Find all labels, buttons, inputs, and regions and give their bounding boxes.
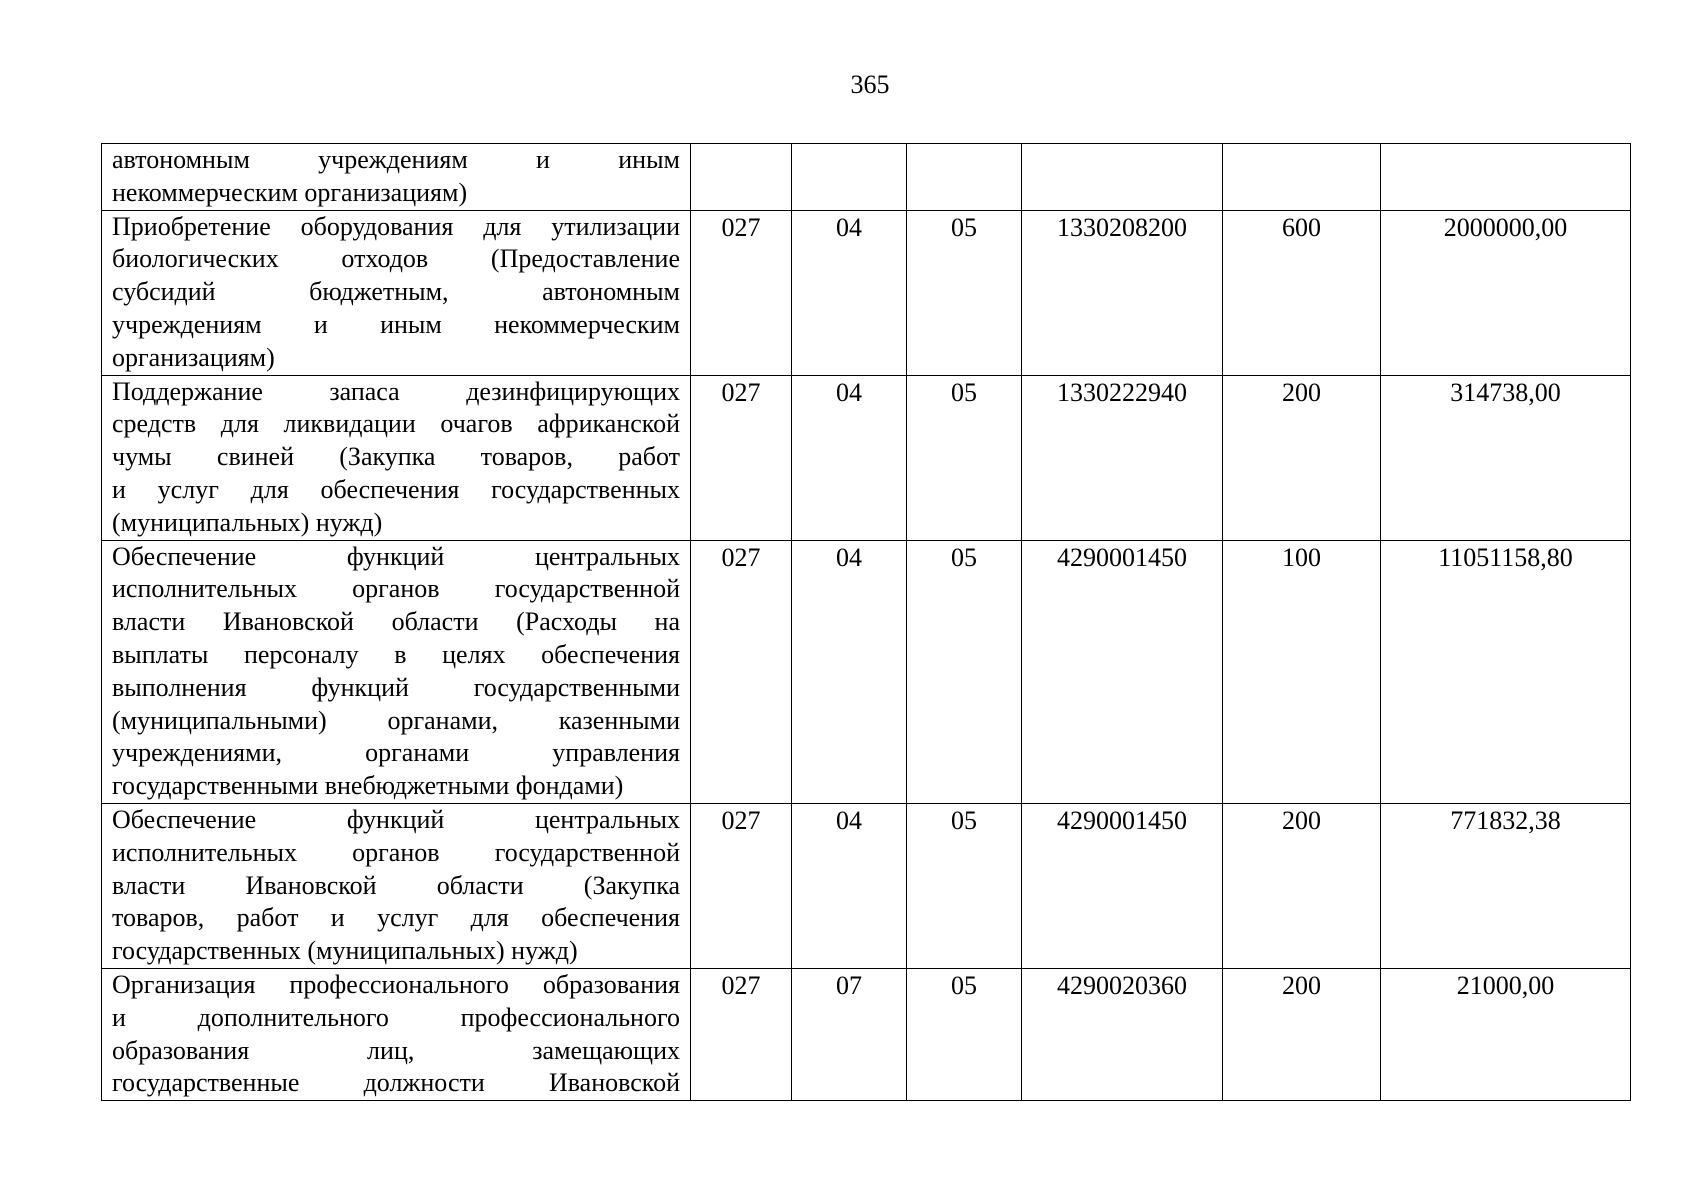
row-description bbox=[102, 968, 691, 1100]
description-line: некоммерческим организациям) bbox=[112, 177, 468, 207]
ministry-code-cell: 027 bbox=[691, 968, 792, 1100]
description-line: Обеспечение функций центральных bbox=[112, 804, 680, 834]
row-description bbox=[102, 375, 691, 540]
description-line: государственные должности Ивановской bbox=[112, 1068, 680, 1098]
description-line: исполнительных органов государственной bbox=[112, 837, 680, 867]
description-line: (муниципальными) органами, казенными bbox=[112, 705, 680, 735]
table-body bbox=[102, 144, 1631, 1101]
description-line: Приобретение оборудования для утилизации bbox=[112, 211, 680, 241]
table-row bbox=[102, 144, 1631, 211]
description-line: и дополнительного профессионального bbox=[112, 1002, 680, 1032]
description-line: биологических отходов (Предоставление bbox=[112, 244, 680, 274]
description-line: исполнительных органов государственной bbox=[112, 574, 680, 604]
target-item-code-cell: 4290001450 bbox=[1022, 803, 1223, 968]
description-line: выплаты персоналу в целях обеспечения bbox=[112, 639, 680, 669]
subsection-code-cell: 05 bbox=[907, 210, 1022, 375]
section-code-cell: 04 bbox=[792, 375, 907, 540]
section-code-cell: 04 bbox=[792, 803, 907, 968]
subsection-code-cell: 05 bbox=[907, 375, 1022, 540]
description-line: власти Ивановской области (Расходы на bbox=[112, 607, 680, 637]
section-code-cell: 04 bbox=[792, 540, 907, 803]
amount-cell: 21000,00 bbox=[1381, 968, 1631, 1100]
target-item-code-cell: 1330222940 bbox=[1022, 375, 1223, 540]
expense-type-code-cell: 200 bbox=[1223, 968, 1381, 1100]
description-line: (муниципальных) нужд) bbox=[112, 507, 383, 537]
description-line: и услуг для обеспечения государственных bbox=[112, 474, 680, 504]
description-line: автономным учреждениям и иным bbox=[112, 145, 680, 174]
description-line: организациям) bbox=[112, 342, 275, 372]
description-line: государственными внебюджетными фондами) bbox=[112, 771, 624, 801]
table-row bbox=[102, 803, 1631, 968]
ministry-code-cell: 027 bbox=[691, 375, 792, 540]
subsection-code-cell: 05 bbox=[907, 968, 1022, 1100]
section-code-cell: 07 bbox=[792, 968, 907, 1100]
row-description bbox=[102, 144, 691, 211]
ministry-code-cell: 027 bbox=[691, 803, 792, 968]
expense-type-code-cell: 200 bbox=[1223, 803, 1381, 968]
description-line: учреждениям и иным некоммерческим bbox=[112, 309, 680, 339]
table-row bbox=[102, 210, 1631, 375]
expense-type-code-cell bbox=[1223, 144, 1381, 211]
target-item-code-cell: 4290020360 bbox=[1022, 968, 1223, 1100]
description-line: Обеспечение функций центральных bbox=[112, 541, 680, 571]
ministry-code-cell: 027 bbox=[691, 210, 792, 375]
subsection-code-cell: 05 bbox=[907, 803, 1022, 968]
row-description bbox=[102, 210, 691, 375]
expense-type-code-cell: 100 bbox=[1223, 540, 1381, 803]
amount-cell bbox=[1381, 144, 1631, 211]
ministry-code-cell bbox=[691, 144, 792, 211]
target-item-code-cell: 1330208200 bbox=[1022, 210, 1223, 375]
description-line: средств для ликвидации очагов африканской bbox=[112, 409, 680, 439]
subsection-code-cell bbox=[907, 144, 1022, 211]
description-line: выполнения функций государственными bbox=[112, 672, 680, 702]
description-line: учреждениями, органами управления bbox=[112, 738, 680, 768]
amount-cell: 314738,00 bbox=[1381, 375, 1631, 540]
amount-cell: 11051158,80 bbox=[1381, 540, 1631, 803]
description-line: образования лиц, замещающих bbox=[112, 1035, 680, 1065]
table-row bbox=[102, 540, 1631, 803]
description-line: Организация профессионального образования bbox=[112, 969, 680, 999]
page-number: 365 bbox=[850, 70, 890, 99]
description-line: Поддержание запаса дезинфицирующих bbox=[112, 376, 680, 406]
description-line: товаров, работ и услуг для обеспечения bbox=[112, 903, 680, 933]
target-item-code-cell: 4290001450 bbox=[1022, 540, 1223, 803]
target-item-code-cell bbox=[1022, 144, 1223, 211]
description-line: чумы свиней (Закупка товаров, работ bbox=[112, 442, 680, 472]
expense-type-code-cell: 200 bbox=[1223, 375, 1381, 540]
table-row bbox=[102, 968, 1631, 1100]
description-line: субсидий бюджетным, автономным bbox=[112, 277, 680, 307]
table-row bbox=[102, 375, 1631, 540]
row-description bbox=[102, 803, 691, 968]
description-line: власти Ивановской области (Закупка bbox=[112, 870, 680, 900]
description-line: государственных (муниципальных) нужд) bbox=[112, 936, 578, 966]
budget-table bbox=[101, 143, 1631, 1101]
expense-type-code-cell: 600 bbox=[1223, 210, 1381, 375]
amount-cell: 771832,38 bbox=[1381, 803, 1631, 968]
section-code-cell bbox=[792, 144, 907, 211]
section-code-cell: 04 bbox=[792, 210, 907, 375]
row-description bbox=[102, 540, 691, 803]
subsection-code-cell: 05 bbox=[907, 540, 1022, 803]
ministry-code-cell: 027 bbox=[691, 540, 792, 803]
amount-cell: 2000000,00 bbox=[1381, 210, 1631, 375]
